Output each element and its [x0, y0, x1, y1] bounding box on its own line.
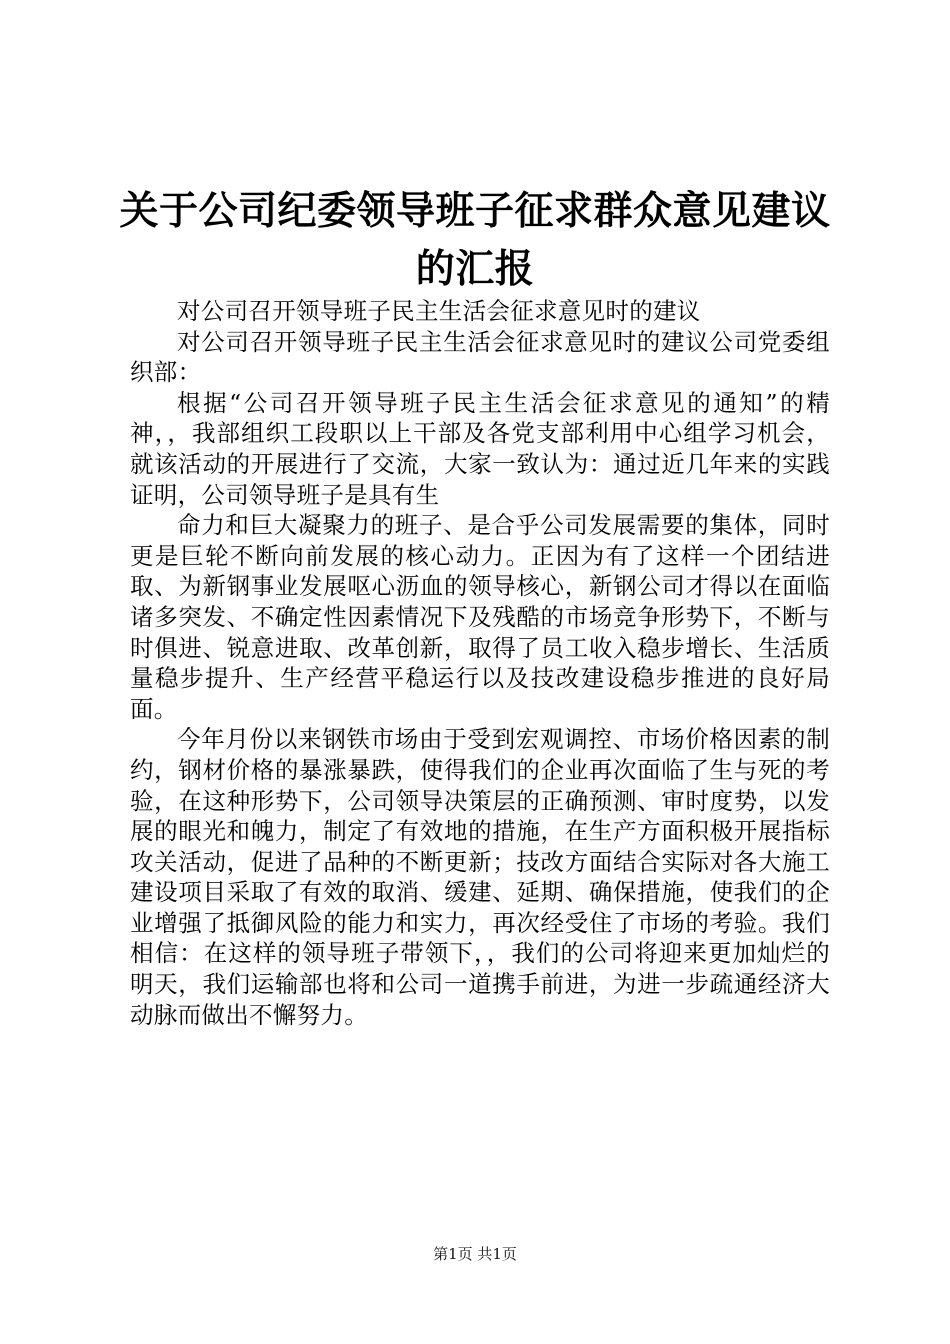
page-footer: 第1页 共1页	[433, 1245, 517, 1263]
document-title: 关于公司纪委领导班子征求群众意见建议的汇报	[119, 188, 831, 292]
paragraph: 今年月份以来钢铁市场由于受到宏观调控、市场价格因素的制约，钢材价格的暴涨暴跌，使得我们的企业再次面临了生与死的考验，在这种形势下，公司领导决策层的正确预测、审时度势，以发展的眼光和魄力，制定了有效地的措施，在生产方面积极开展指标攻关活动，促进了品种的不断更新；技改方面结合实际对各大施工建设项目采取了有效的取消、缓建、延期、确保措施，使我们的企业增强了抵御风险的能力和实力，再次经受住了市场的考验。我们相信：在这样的领导班子带领下，，我们的公司将迎来更加灿烂的明天，我们运输部也将和公司一道携手前进，为进一步疏通经济大动脉而做出不懈努力。	[130, 725, 830, 1029]
paragraph: 根据“公司召开领导班子民主生活会征求意见的通知”的精神，，我部组织工段职以上干部及各党支部利用中心组学习机会，就该活动的开展进行了交流，大家一致认为：通过近几年来的实践证明，公司领导班子是具有生	[130, 388, 830, 509]
paragraph: 命力和巨大凝聚力的班子、是合乎公司发展需要的集体，同时更是巨轮不断向前发展的核心动力。正因为有了这样一个团结进取、为新钢事业发展呕心沥血的领导核心，新钢公司才得以在面临诸多突发、不确定性因素情况下及残酷的市场竞争形势下，不断与时俱进、锐意进取、改革创新，取得了员工收入稳步增长、生活质量稳步提升、生产经营平稳运行以及技改建设稳步推进的良好局面。	[130, 511, 830, 723]
paragraph: 对公司召开领导班子民主生活会征求意见时的建议	[177, 297, 701, 325]
paragraph: 对公司召开领导班子民主生活会征求意见时的建议公司党委组织部：	[130, 327, 830, 387]
document-body	[130, 296, 830, 1030]
